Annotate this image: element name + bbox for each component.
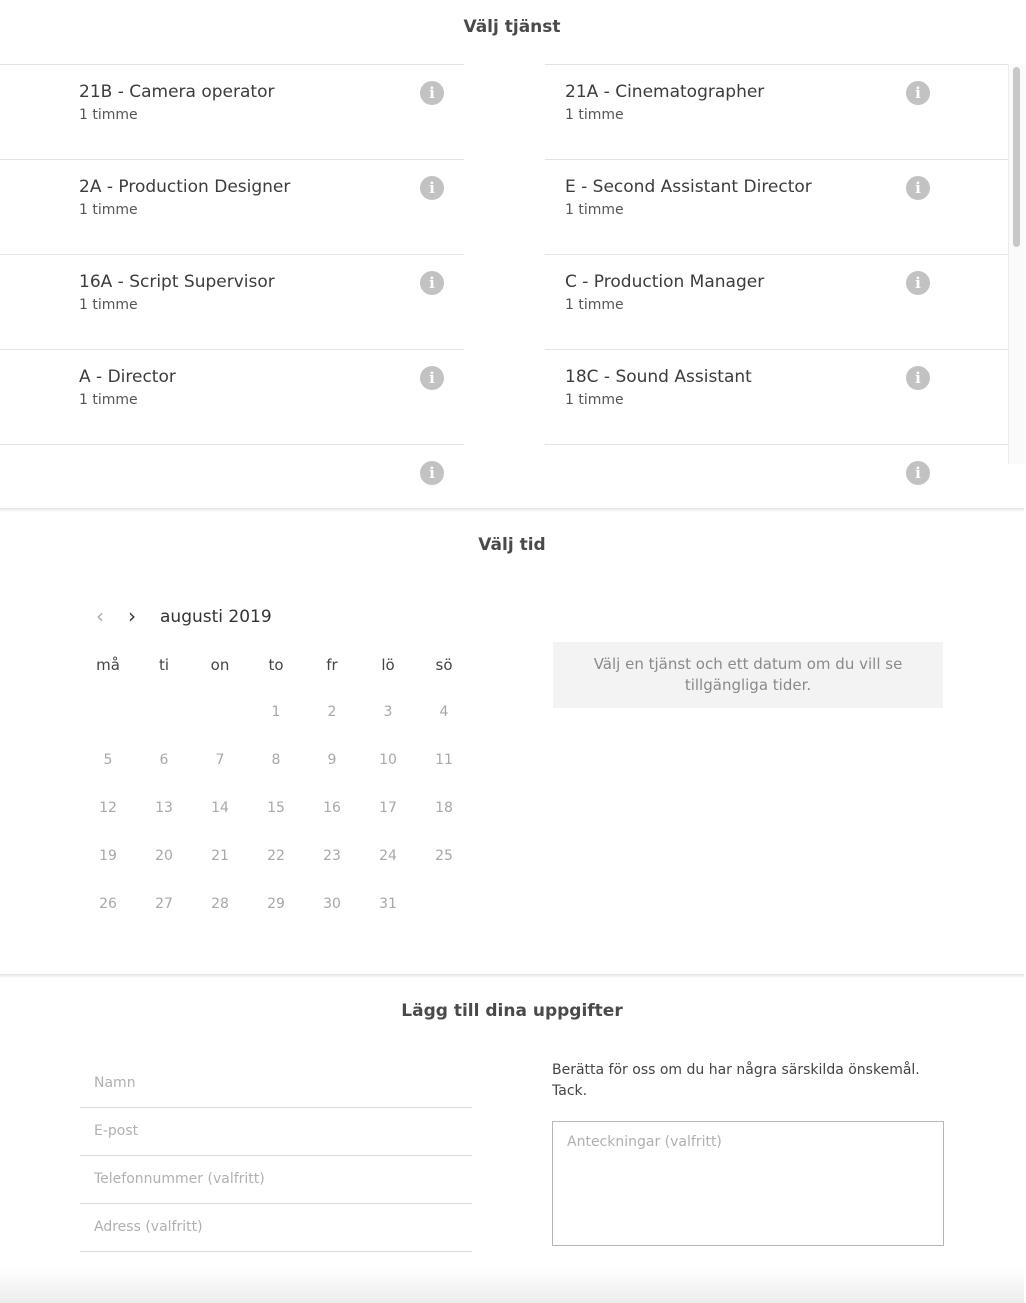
calendar-day[interactable]: 26	[99, 896, 117, 912]
calendar-day[interactable]: 16	[323, 800, 341, 816]
info-icon[interactable]: i	[906, 271, 930, 295]
service-name: 2A - Production Designer	[79, 177, 291, 197]
service-item[interactable]	[0, 159, 464, 254]
phone-field	[80, 1155, 472, 1204]
service-item[interactable]	[0, 349, 464, 444]
calendar-day[interactable]: 8	[271, 752, 281, 768]
weekday-header: ti	[158, 656, 170, 674]
calendar-day[interactable]: 10	[379, 752, 397, 768]
info-icon[interactable]: i	[420, 366, 444, 390]
prev-month-icon[interactable]: ‹	[96, 604, 104, 628]
service-list-right	[545, 64, 1008, 482]
calendar-day[interactable]: 13	[155, 800, 173, 816]
service-item-partial[interactable]	[0, 444, 464, 539]
calendar-day[interactable]: 5	[103, 752, 113, 768]
info-icon[interactable]: i	[420, 176, 444, 200]
service-item-partial[interactable]	[545, 444, 1008, 539]
calendar-day[interactable]: 2	[327, 704, 337, 720]
calendar-day[interactable]: 23	[323, 848, 341, 864]
notes-prompt: Berätta för oss om du har några särskilda önskemål. Tack.	[552, 1062, 920, 1099]
service-section-title: Välj tjänst	[463, 17, 561, 37]
service-name: 18C - Sound Assistant	[565, 367, 752, 387]
address-input[interactable]	[80, 1203, 472, 1251]
calendar-day[interactable]: 27	[155, 896, 173, 912]
weekday-header: to	[268, 656, 284, 674]
service-item[interactable]	[0, 254, 464, 349]
details-section-title: Lägg till dina uppgifter	[401, 1001, 623, 1021]
calendar-day[interactable]: 20	[155, 848, 173, 864]
calendar-day[interactable]: 7	[215, 752, 225, 768]
calendar-day[interactable]: 3	[383, 704, 393, 720]
calendar-day[interactable]: 12	[99, 800, 117, 816]
service-duration: 1 timme	[79, 107, 138, 123]
calendar-day[interactable]: 24	[379, 848, 397, 864]
calendar-day[interactable]: 15	[267, 800, 285, 816]
service-duration: 1 timme	[565, 202, 624, 218]
scrollbar-thumb[interactable]	[1013, 67, 1020, 247]
service-duration: 1 timme	[79, 392, 138, 408]
weekday-header: må	[96, 656, 120, 674]
info-icon[interactable]: i	[420, 81, 444, 105]
calendar-day[interactable]: 14	[211, 800, 229, 816]
service-section	[0, 0, 1024, 508]
service-name: 21A - Cinematographer	[565, 82, 765, 102]
service-item[interactable]	[0, 64, 464, 159]
service-item[interactable]	[545, 64, 1008, 159]
weekday-header: fr	[326, 656, 338, 674]
calendar-day[interactable]: 11	[435, 752, 453, 768]
service-duration: 1 timme	[79, 202, 138, 218]
calendar-day[interactable]: 25	[435, 848, 453, 864]
service-duration: 1 timme	[565, 297, 624, 313]
calendar-day[interactable]: 22	[267, 848, 285, 864]
weekday-header: sö	[435, 656, 453, 674]
service-duration: 1 timme	[565, 107, 624, 123]
calendar-day[interactable]: 21	[211, 848, 229, 864]
info-icon[interactable]: i	[420, 271, 444, 295]
name-input[interactable]	[80, 1059, 472, 1107]
weekday-header: on	[210, 656, 230, 674]
service-item[interactable]	[545, 159, 1008, 254]
info-icon[interactable]: i	[420, 461, 444, 485]
service-name: A - Director	[79, 367, 176, 387]
address-field	[80, 1203, 472, 1252]
service-list-left	[0, 64, 464, 482]
service-name: 16A - Script Supervisor	[79, 272, 275, 292]
calendar-day[interactable]: 19	[99, 848, 117, 864]
service-item[interactable]	[545, 349, 1008, 444]
time-section-title: Välj tid	[478, 535, 546, 555]
calendar-day[interactable]: 1	[271, 704, 281, 720]
calendar-day[interactable]: 30	[323, 896, 341, 912]
calendar-day[interactable]: 4	[439, 704, 449, 720]
info-icon[interactable]: i	[906, 81, 930, 105]
phone-input[interactable]	[80, 1155, 472, 1203]
calendar-day[interactable]: 17	[379, 800, 397, 816]
section-divider	[0, 508, 1024, 512]
calendar-day[interactable]: 18	[435, 800, 453, 816]
info-icon[interactable]: i	[906, 366, 930, 390]
bottom-shade	[0, 1268, 1024, 1303]
service-duration: 1 timme	[565, 392, 624, 408]
service-name: E - Second Assistant Director	[565, 177, 812, 197]
calendar-day[interactable]: 29	[267, 896, 285, 912]
service-duration: 1 timme	[79, 297, 138, 313]
weekday-header: lö	[381, 656, 395, 674]
calendar-day[interactable]: 9	[327, 752, 337, 768]
service-name: C - Production Manager	[565, 272, 765, 292]
calendar-month-label: augusti 2019	[160, 607, 272, 627]
info-icon[interactable]: i	[906, 176, 930, 200]
available-times-message: Välj en tjänst och ett datum om du vill se tillgängliga tider.	[553, 642, 943, 708]
info-icon[interactable]: i	[906, 461, 930, 485]
email-input[interactable]	[80, 1107, 472, 1155]
notes-textarea[interactable]	[552, 1121, 944, 1246]
name-field	[80, 1059, 472, 1108]
next-month-icon[interactable]: ›	[128, 604, 136, 628]
service-name: 21B - Camera operator	[79, 82, 275, 102]
calendar-day[interactable]: 31	[379, 896, 397, 912]
section-divider	[0, 974, 1024, 978]
calendar-day[interactable]: 6	[159, 752, 169, 768]
calendar-day[interactable]: 28	[211, 896, 229, 912]
service-scrollbar[interactable]	[1008, 64, 1025, 464]
service-item[interactable]	[545, 254, 1008, 349]
email-field	[80, 1107, 472, 1156]
